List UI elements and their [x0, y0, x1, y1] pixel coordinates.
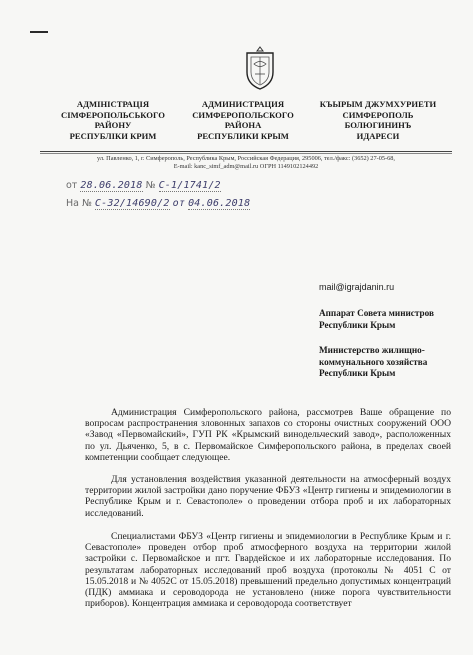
ref-in-label: На № — [66, 198, 92, 209]
ref-in-number: С-32/14690/2 — [94, 198, 170, 209]
recipient-email: mail@igrajdanin.ru — [319, 282, 395, 292]
letterhead-address: ул. Павленко, 1, г. Симферополь, Республика Крым, Российская Федерация, 295006, тел./факс: (3652) 27-05-68, E-mail: kanc_simf_adm@mail.ru ОГРН 1149102124492 — [97, 155, 395, 171]
paragraph-text: Для установления воздействия указанной деятельности на атмосферный воздух территории жилой застройки дано поручение ФБУЗ «Центр гигиены и эпидемиологии в Республике Крым и г. Севастополе» о проведении отбора проб и их лабораторных исследований. — [85, 474, 451, 519]
letterhead-russian: АДМИНИСТРАЦИЯ СИМФЕРОПОЛЬСКОГО РАЙОНА РЕСПУБЛИКИ КРЫМ — [192, 99, 294, 141]
ref-from-label: от — [66, 180, 78, 191]
addressee-housing-ministry: Министерство жилищно- коммунального хозяйства Республики Крым — [319, 345, 428, 378]
outgoing-reference — [66, 180, 221, 191]
incoming-reference — [66, 198, 250, 209]
ref-date: 28.06.2018 — [80, 180, 143, 191]
ref-number: С-1/1741/2 — [158, 180, 221, 191]
body-paragraph-1 — [85, 407, 451, 463]
addressee-council-of-ministers: Аппарат Совета министров Республики Крым — [319, 308, 434, 330]
top-dash-mark — [30, 31, 48, 33]
letterhead-divider — [40, 151, 452, 152]
paragraph-text: Администрация Симферопольского района, рассмотрев Ваше обращение по вопросам распространения зловонных запахов со стороны очистных сооружений ООО «Завод «Первомайский», ГУП РК «Крымский винодельческий завод», расположенных по ул. Дьяченко, 5, в с. Первомайское Симферопольского района, в пределах своей компетенции сообщает следующее. — [85, 407, 451, 463]
letterhead-crimean-tatar: КЪЫРЫМ ДЖУМХУРИЕТИ СИМФЕРОПОЛЬ БОЛЮГИНИНЪ ИДАРЕСИ — [319, 99, 437, 141]
body-paragraph-2 — [85, 474, 451, 519]
letterhead-divider-thin — [40, 153, 452, 154]
paragraph-text: Специалистами ФБУЗ «Центр гигиены и эпидемиологии в Республике Крым и г. Севастополе» проведен отбор проб атмосферного воздуха на территории жилой застройки с. Первомайское и пгт. Гвардейское и их лабораторные исследования. По результатам лабораторных исследований проб воздуха (протоколы № 4051 С от 15.05.2018 и № 4052С от 15.05.2018) превышений предельно допустимых концентраций (ПДК) аммиака и сероводорода не установлено (ниже порога чувствительности приборов). Концентрация аммиака и сероводорода соответствует — [85, 531, 451, 610]
ref-number-label: № — [145, 180, 156, 191]
body-paragraph-3 — [85, 531, 451, 609]
ref-in-date: 04.06.2018 — [188, 198, 251, 209]
letterhead-ukrainian: АДМІНІСТРАЦІЯ СІМФЕРОПОЛЬСЬКОГО РАЙОНУ РЕСПУБЛІКИ КРИМ — [61, 99, 165, 141]
coat-of-arms-emblem — [243, 44, 277, 92]
ref-in-from-label: от — [172, 198, 186, 209]
